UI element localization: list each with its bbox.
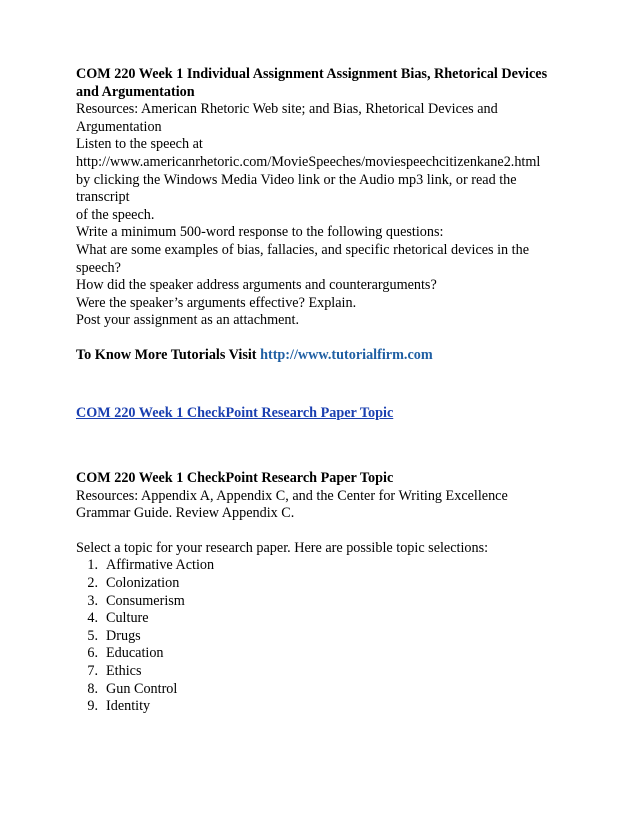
list-number: 6.	[87, 645, 98, 662]
list-number: 9.	[87, 698, 98, 715]
body-line: Write a minimum 500-word response to the following questions:	[76, 224, 444, 241]
list-number: 4.	[87, 610, 98, 627]
list-number: 8.	[87, 680, 98, 697]
speech-url: http://www.americanrhetoric.com/MovieSpeeches/moviespeechcitizenkane2.html	[76, 153, 541, 170]
section2-intro: Select a topic for your research paper. Here are possible topic selections:	[76, 539, 489, 556]
body-line: How did the speaker address arguments and counterarguments?	[76, 277, 437, 294]
list-label: Affirmative Action	[106, 557, 215, 574]
section1-title	[76, 66, 578, 101]
list-item	[76, 557, 578, 575]
list-label: Education	[106, 645, 164, 662]
list-number: 1.	[87, 557, 98, 574]
topic-list	[76, 557, 578, 715]
section2-title: COM 220 Week 1 CheckPoint Research Paper Topic	[76, 470, 394, 487]
list-item	[76, 593, 578, 611]
list-label: Colonization	[106, 575, 180, 592]
list-number: 2.	[87, 575, 98, 592]
list-label: Culture	[106, 610, 149, 627]
list-number: 5.	[87, 627, 98, 644]
section1-title-line2: and Argumentation	[76, 83, 195, 100]
promo-line	[76, 347, 578, 365]
promo-prefix: To Know More Tutorials Visit	[76, 346, 261, 363]
body-line: What are some examples of bias, fallacies, and specific rhetorical devices in the	[76, 241, 530, 258]
list-item	[76, 663, 578, 681]
body-line: Post your assignment as an attachment.	[76, 312, 300, 329]
list-number: 3.	[87, 592, 98, 609]
body-line: Argumentation	[76, 118, 162, 135]
body-line: Listen to the speech at	[76, 136, 203, 153]
list-item	[76, 645, 578, 663]
list-item	[76, 610, 578, 628]
section2-resources-line1: Resources: Appendix A, Appendix C, and the Center for Writing Excellence	[76, 487, 508, 504]
body-line: Resources: American Rhetoric Web site; and Bias, Rhetorical Devices and	[76, 101, 498, 118]
promo-link[interactable]: http://www.tutorialfirm.com	[260, 346, 433, 363]
list-item	[76, 698, 578, 716]
section2	[76, 470, 578, 716]
list-label: Identity	[106, 698, 151, 715]
list-label: Drugs	[106, 627, 141, 644]
list-item	[76, 681, 578, 699]
research-topic-link[interactable]: COM 220 Week 1 CheckPoint Research Paper Topic	[76, 404, 394, 421]
list-label: Consumerism	[106, 592, 185, 609]
body-line: Were the speaker’s arguments effective? Explain.	[76, 294, 357, 311]
list-label: Ethics	[106, 663, 142, 680]
body-line: speech?	[76, 259, 121, 276]
section1-body	[76, 101, 578, 330]
list-item	[76, 575, 578, 593]
body-line: transcript	[76, 189, 130, 206]
list-label: Gun Control	[106, 680, 178, 697]
body-line: of the speech.	[76, 206, 155, 223]
section1-title-line1: COM 220 Week 1 Individual Assignment Assignment Bias, Rhetorical Devices	[76, 66, 548, 82]
list-number: 7.	[87, 663, 98, 680]
body-line: by clicking the Windows Media Video link or the Audio mp3 link, or read the	[76, 171, 517, 188]
list-item	[76, 628, 578, 646]
section2-resources-line2: Grammar Guide. Review Appendix C.	[76, 505, 295, 522]
